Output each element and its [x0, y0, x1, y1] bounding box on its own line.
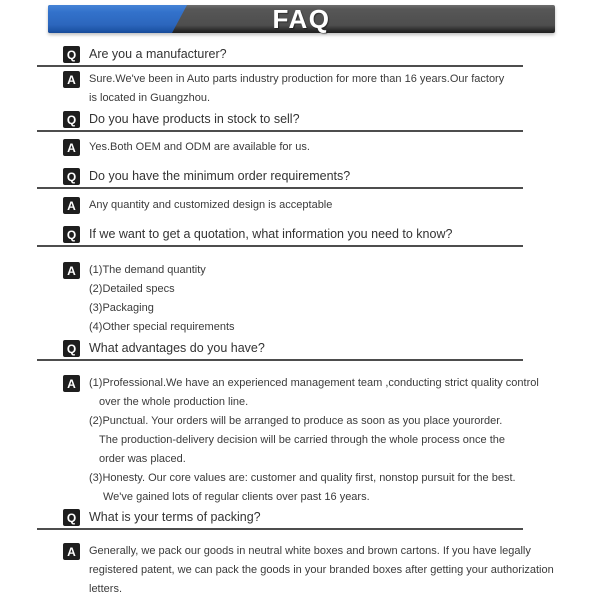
answer-badge-icon: A	[63, 262, 80, 279]
answer-line: Sure.We've been in Auto parts industry production for more than 16 years.Our factory	[89, 73, 505, 85]
faq-page	[0, 5, 600, 600]
answer-text	[89, 196, 523, 215]
question-row	[37, 46, 523, 67]
question-badge-icon: Q	[63, 168, 80, 185]
question-row	[37, 226, 523, 247]
page-title: FAQ	[272, 3, 331, 34]
answer-line: We've gained lots of regular clients over past 16 years.	[103, 491, 370, 503]
question-row	[37, 340, 523, 361]
answer-line: (2)Detailed specs	[89, 283, 175, 295]
answer-row	[37, 261, 523, 337]
answer-badge-icon: A	[63, 139, 80, 156]
answer-badge-icon: A	[63, 375, 80, 392]
answer-badge-icon: A	[63, 197, 80, 214]
answer-line: (2)Punctual. Your orders will be arranged to produce as soon as you place yourorder.	[89, 415, 503, 427]
question-badge-icon: Q	[63, 509, 80, 526]
answer-badge-icon: A	[63, 71, 80, 88]
answer-line: Any quantity and customized design is acceptable	[89, 199, 333, 211]
question-badge-icon: Q	[63, 340, 80, 357]
question-row	[37, 168, 523, 189]
answer-row	[37, 196, 523, 215]
answer-line: over the whole production line.	[99, 396, 249, 408]
question-row	[37, 111, 523, 132]
header-bar	[48, 5, 555, 33]
answer-line: is located in Guangzhou.	[89, 92, 211, 104]
answer-row	[37, 70, 523, 108]
question-text: What advantages do you have?	[89, 341, 265, 355]
answer-row	[37, 374, 539, 507]
faq-list	[37, 46, 554, 599]
question-text: If we want to get a quotation, what information you need to know?	[89, 227, 453, 241]
answer-line: (4)Other special requirements	[89, 321, 235, 333]
question-text: What is your terms of packing?	[89, 510, 261, 524]
answer-badge-icon: A	[63, 543, 80, 560]
answer-line: (1)Professional.We have an experienced management team ,conducting strict quality control	[89, 377, 539, 389]
answer-row	[37, 138, 523, 157]
answer-line: order was placed.	[99, 453, 186, 465]
answer-text	[89, 261, 523, 337]
question-text: Do you have products in stock to sell?	[89, 112, 300, 126]
question-badge-icon: Q	[63, 226, 80, 243]
question-badge-icon: Q	[63, 46, 80, 63]
answer-line: Yes.Both OEM and ODM are available for us.	[89, 141, 310, 153]
question-text: Are you a manufacturer?	[89, 47, 227, 61]
answer-text	[89, 70, 523, 108]
answer-line: (3)Packaging	[89, 302, 154, 314]
answer-line: registered patent, we can pack the goods in your branded boxes after getting your authorization	[89, 564, 554, 576]
question-row	[37, 509, 523, 530]
answer-line: (3)Honesty. Our core values are: customer and quality first, nonstop pursuit for the best.	[89, 472, 516, 484]
answer-line: Generally, we pack our goods in neutral white boxes and brown cartons. If you have legally	[89, 545, 531, 557]
answer-text	[89, 374, 539, 507]
answer-text	[89, 542, 554, 599]
answer-line: (1)The demand quantity	[89, 264, 206, 276]
answer-line: letters.	[89, 583, 123, 595]
question-text: Do you have the minimum order requirements?	[89, 169, 351, 183]
answer-line: The production-delivery decision will be carried through the whole process once the	[99, 434, 506, 446]
answer-row	[37, 542, 554, 599]
answer-text	[89, 138, 523, 157]
question-badge-icon: Q	[63, 111, 80, 128]
